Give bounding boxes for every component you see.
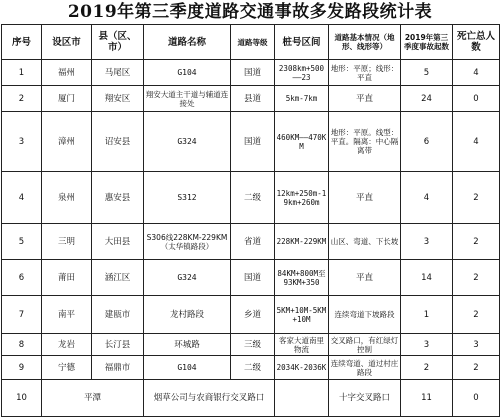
cell-county: 马尾区 [92, 60, 144, 86]
cell-accidents: 6 [401, 112, 453, 172]
cell-index: 1 [2, 60, 42, 86]
cell-city: 三明 [42, 224, 92, 260]
cell-deaths: 0 [453, 380, 500, 417]
cell-grade: 乡道 [231, 296, 275, 334]
cell-deaths: 2 [453, 296, 500, 334]
cell-accidents: 24 [401, 86, 453, 112]
cell-road: G324 [144, 112, 231, 172]
cell-index: 2 [2, 86, 42, 112]
table-row [2, 224, 500, 260]
table-row [2, 296, 500, 334]
header-deaths: 死亡总人数 [453, 25, 500, 60]
cell-deaths: 2 [453, 260, 500, 296]
cell-index: 8 [2, 334, 42, 356]
table-row [2, 260, 500, 296]
cell-stake: 5KM+10M-5KM+10M [275, 296, 329, 334]
cell-grade: 县道 [231, 86, 275, 112]
cell-city: 龙岩 [42, 334, 92, 356]
cell-deaths: 4 [453, 60, 500, 86]
cell-situation: 交叉路口，有红绿灯控制 [329, 334, 401, 356]
accident-road-table [1, 24, 500, 417]
cell-city: 福州 [42, 60, 92, 86]
cell-grade: 三级 [231, 334, 275, 356]
table-row [2, 356, 500, 380]
cell-accidents: 11 [401, 380, 453, 417]
cell-deaths: 2 [453, 224, 500, 260]
table-title: 2019年第三季度道路交通事故多发路段统计表 [67, 2, 433, 22]
cell-road: S312 [144, 172, 231, 224]
cell-grade: 国道 [231, 112, 275, 172]
header-county: 县（区、市） [92, 25, 144, 60]
header-grade: 道路等级 [231, 25, 275, 60]
cell-city: 厦门 [42, 86, 92, 112]
cell-grade: 二级 [231, 356, 275, 380]
cell-road: 烟草公司与农商银行交叉路口 [144, 380, 275, 417]
cell-city: 宁德 [42, 356, 92, 380]
cell-county: 大田县 [92, 224, 144, 260]
cell-city: 南平 [42, 296, 92, 334]
table-row [2, 172, 500, 224]
cell-deaths: 0 [453, 86, 500, 112]
cell-situation: 平直 [329, 172, 401, 224]
header-index: 序号 [2, 25, 42, 60]
cell-city: 平潭 [42, 380, 144, 417]
cell-situation: 山区、弯道、下长坡 [329, 224, 401, 260]
header-situation: 道路基本情况（地形、线形等） [329, 25, 401, 60]
header-road: 道路名称 [144, 25, 231, 60]
cell-index: 6 [2, 260, 42, 296]
cell-index: 10 [2, 380, 42, 417]
cell-road: S306线228KM-229KM（太华镇路段） [144, 224, 231, 260]
cell-county: 建瓯市 [92, 296, 144, 334]
table-row [2, 86, 500, 112]
cell-accidents: 14 [401, 260, 453, 296]
cell-grade: 国道 [231, 260, 275, 296]
table-row [2, 380, 500, 417]
cell-index: 7 [2, 296, 42, 334]
cell-accidents: 4 [401, 172, 453, 224]
cell-situation: 十字交叉路口 [329, 380, 401, 417]
cell-deaths: 2 [453, 356, 500, 380]
cell-grade: 二级 [231, 172, 275, 224]
cell-grade: 省道 [231, 224, 275, 260]
cell-road: G104 [144, 60, 231, 86]
cell-index: 3 [2, 112, 42, 172]
table-row [2, 60, 500, 86]
cell-deaths: 4 [453, 112, 500, 172]
cell-stake: 460KM——470KM [275, 112, 329, 172]
cell-grade: 国道 [231, 60, 275, 86]
cell-accidents: 3 [401, 334, 453, 356]
cell-index: 5 [2, 224, 42, 260]
cell-situation: 平直 [329, 86, 401, 112]
cell-deaths: 2 [453, 172, 500, 224]
table-row [2, 112, 500, 172]
cell-stake: 客家大道南里物流 [275, 334, 329, 356]
cell-stake: 2308km+500——23 [275, 60, 329, 86]
cell-city: 莆田 [42, 260, 92, 296]
cell-situation: 平直 [329, 260, 401, 296]
cell-stake: 228KM-229KM [275, 224, 329, 260]
cell-accidents: 1 [401, 296, 453, 334]
cell-stake: 84KM+800M至93KM+350 [275, 260, 329, 296]
cell-stake: 12km+250m-19km+260m [275, 172, 329, 224]
cell-stake: 2034K-2036K [275, 356, 329, 380]
cell-county: 长汀县 [92, 334, 144, 356]
table-row [2, 334, 500, 356]
cell-road: G324 [144, 260, 231, 296]
cell-road: G104 [144, 356, 231, 380]
cell-accidents: 3 [401, 224, 453, 260]
cell-stake: 5km-7km [275, 86, 329, 112]
cell-index: 4 [2, 172, 42, 224]
cell-county: 翔安区 [92, 86, 144, 112]
cell-situation: 连续弯道下坡路段 [329, 296, 401, 334]
cell-city: 漳州 [42, 112, 92, 172]
cell-road: 龙村路段 [144, 296, 231, 334]
cell-situation: 地形：平原；线形：平直 [329, 60, 401, 86]
header-row [2, 25, 500, 60]
cell-deaths: 3 [453, 334, 500, 356]
cell-situation: 连续弯道、道过村庄路段 [329, 356, 401, 380]
cell-road: 翔安大道主干道与辅道连接处 [144, 86, 231, 112]
cell-county: 诏安县 [92, 112, 144, 172]
cell-road: 环城路 [144, 334, 231, 356]
header-city: 设区市 [42, 25, 92, 60]
cell-index: 9 [2, 356, 42, 380]
header-accidents: 2019年第三季度事故起数 [401, 25, 453, 60]
cell-county: 惠安县 [92, 172, 144, 224]
cell-accidents: 5 [401, 60, 453, 86]
cell-situation: 地形：平原。线型：平直。隔离：中心隔离带 [329, 112, 401, 172]
header-stake: 桩号区间 [275, 25, 329, 60]
cell-accidents: 2 [401, 356, 453, 380]
cell-county: 福鼎市 [92, 356, 144, 380]
cell-county: 涵江区 [92, 260, 144, 296]
cell-stake-empty [275, 380, 329, 417]
cell-city: 泉州 [42, 172, 92, 224]
